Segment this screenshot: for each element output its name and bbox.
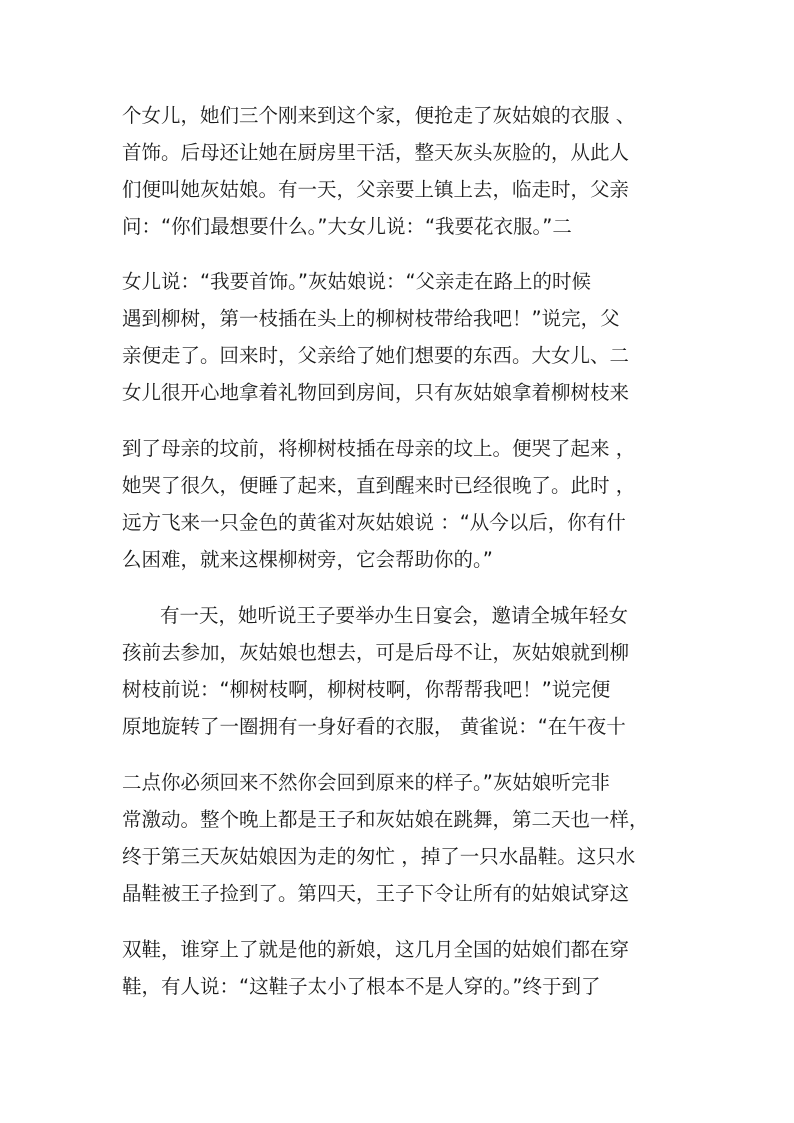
text-line: 遇到柳树，第一枝插在头上的柳树枝带给我吧！”说完，父: [122, 307, 620, 330]
text-line: 远方飞来一只金色的黄雀对灰姑娘说 ：“从今以后，你有什: [122, 511, 626, 534]
text-line: 到了母亲的坟前，将柳树枝插在母亲的坟上。便哭了起来 ，: [122, 437, 636, 460]
text-line: 首饰。后母还让她在厨房里干活，整天灰头灰脸的，从此人: [122, 141, 630, 164]
text-line: 问：“你们最想要什么。”大女儿说：“我要花衣服。”二: [122, 215, 572, 238]
paragraph-first-line: 有一天，她听说王子要举办生日宴会，邀请全城年轻女: [160, 604, 629, 627]
text-line: 鞋，有人说：“这鞋子太小了根本不是人穿的。”终于到了: [122, 975, 601, 998]
text-line: 双鞋，谁穿上了就是他的新娘，这几月全国的姑娘们都在穿: [122, 938, 630, 961]
text-line: 亲便走了。回来时，父亲给了她们想要的东西。大女儿、二: [122, 344, 630, 367]
text-line: 原地旋转了一圈拥有一身好看的衣服， 黄雀说：“在午夜十: [122, 715, 626, 738]
text-line: 们便叫她灰姑娘。有一天，父亲要上镇上去，临走时，父亲: [122, 178, 630, 201]
text-line: 么困难，就来这棵柳树旁，它会帮助你的。”: [122, 548, 493, 571]
text-line: 她哭了很久，便睡了起来，直到醒来时已经很晚了。此时 ，: [122, 474, 636, 497]
text-line: 二点你必须回来不然你会回到原来的样子。”灰姑娘听完非: [122, 771, 610, 794]
text-line: 常激动。整个晚上都是王子和灰姑娘在跳舞，第二天也一样，: [122, 808, 649, 831]
text-line: 树枝前说：“柳树枝啊，柳树枝啊，你帮帮我吧！”说完便: [122, 678, 611, 701]
text-line: 女儿很开心地拿着礼物回到房间，只有灰姑娘拿着柳树枝来: [122, 381, 630, 404]
text-line: 终于第三天灰姑娘因为走的匆忙 ，掉了一只水晶鞋。这只水: [122, 845, 636, 868]
text-line: 孩前去参加，灰姑娘也想去，可是后母不让，灰姑娘就到柳: [122, 641, 630, 664]
text-line: 个女儿，她们三个刚来到这个家，便抢走了灰姑娘的衣服 、: [122, 104, 636, 127]
text-line: 女儿说：“我要首饰。”灰姑娘说：“父亲走在路上的时候: [122, 270, 592, 293]
text-line: 晶鞋被王子捡到了。第四天，王子下令让所有的姑娘试穿这: [122, 882, 630, 905]
